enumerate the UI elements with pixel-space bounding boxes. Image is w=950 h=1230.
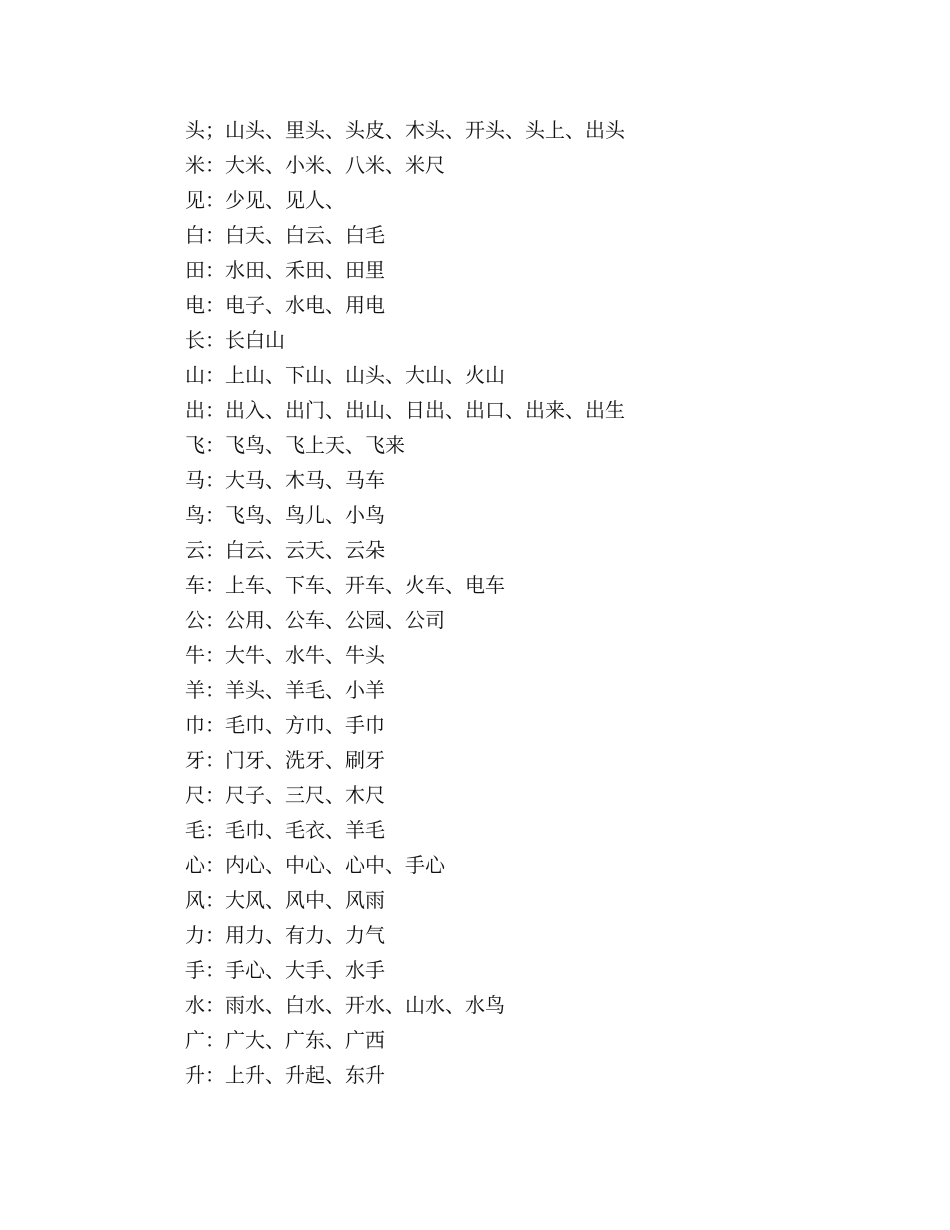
vocab-separator: ： bbox=[205, 993, 225, 1017]
vocab-entry bbox=[185, 288, 625, 323]
vocab-entry bbox=[185, 988, 625, 1023]
vocab-entry bbox=[185, 253, 625, 288]
vocab-char: 见 bbox=[185, 188, 205, 212]
vocab-char: 手 bbox=[185, 958, 205, 982]
vocab-separator: ： bbox=[205, 783, 225, 807]
vocab-separator: ： bbox=[205, 293, 225, 317]
vocab-char: 田 bbox=[185, 258, 205, 282]
vocab-char: 山 bbox=[185, 363, 205, 387]
vocab-separator: ： bbox=[205, 678, 225, 702]
vocab-words: 上升、升起、东升 bbox=[225, 1063, 385, 1087]
vocab-entry bbox=[185, 708, 625, 743]
vocab-char: 羊 bbox=[185, 678, 205, 702]
vocab-separator: ： bbox=[205, 433, 225, 457]
vocab-separator: ： bbox=[205, 923, 225, 947]
vocab-entry bbox=[185, 218, 625, 253]
vocab-separator: ： bbox=[205, 258, 225, 282]
vocab-char: 飞 bbox=[185, 433, 205, 457]
vocab-separator: ： bbox=[205, 643, 225, 667]
vocab-separator: ： bbox=[205, 503, 225, 527]
vocab-char: 长 bbox=[185, 328, 205, 352]
vocab-words: 白天、白云、白毛 bbox=[225, 223, 385, 247]
vocab-char: 米 bbox=[185, 153, 205, 177]
vocab-separator: ： bbox=[205, 398, 225, 422]
vocab-char: 毛 bbox=[185, 818, 205, 842]
vocab-separator: ： bbox=[205, 748, 225, 772]
vocab-entry bbox=[185, 883, 625, 918]
vocab-char: 力 bbox=[185, 923, 205, 947]
vocab-char: 牙 bbox=[185, 748, 205, 772]
vocab-entry bbox=[185, 673, 625, 708]
vocab-char: 尺 bbox=[185, 783, 205, 807]
vocab-separator: ； bbox=[205, 118, 225, 142]
vocab-separator: ： bbox=[205, 888, 225, 912]
vocab-words: 上车、下车、开车、火车、电车 bbox=[225, 573, 505, 597]
vocab-char: 广 bbox=[185, 1028, 205, 1052]
vocab-separator: ： bbox=[205, 328, 225, 352]
vocab-entry bbox=[185, 918, 625, 953]
vocab-words: 毛巾、方巾、手巾 bbox=[225, 713, 385, 737]
vocab-entry bbox=[185, 1023, 625, 1058]
vocab-words: 广大、广东、广西 bbox=[225, 1028, 385, 1052]
vocab-words: 水田、禾田、田里 bbox=[225, 258, 385, 282]
vocab-entry bbox=[185, 603, 625, 638]
vocab-char: 公 bbox=[185, 608, 205, 632]
vocab-char: 鸟 bbox=[185, 503, 205, 527]
vocab-entry bbox=[185, 568, 625, 603]
vocab-separator: ： bbox=[205, 468, 225, 492]
vocab-char: 水 bbox=[185, 993, 205, 1017]
vocab-words: 尺子、三尺、木尺 bbox=[225, 783, 385, 807]
vocab-char: 心 bbox=[185, 853, 205, 877]
vocab-entry bbox=[185, 463, 625, 498]
vocab-char: 云 bbox=[185, 538, 205, 562]
vocab-words: 白云、云天、云朵 bbox=[225, 538, 385, 562]
vocab-words: 内心、中心、心中、手心 bbox=[225, 853, 445, 877]
vocab-words: 大牛、水牛、牛头 bbox=[225, 643, 385, 667]
vocab-words: 长白山 bbox=[225, 328, 285, 352]
vocab-separator: ： bbox=[205, 713, 225, 737]
vocab-char: 牛 bbox=[185, 643, 205, 667]
vocab-words: 公用、公车、公园、公司 bbox=[225, 608, 445, 632]
vocab-words: 毛巾、毛衣、羊毛 bbox=[225, 818, 385, 842]
vocab-entry bbox=[185, 743, 625, 778]
vocab-char: 巾 bbox=[185, 713, 205, 737]
vocab-char: 升 bbox=[185, 1063, 205, 1087]
vocab-char: 马 bbox=[185, 468, 205, 492]
vocab-separator: ： bbox=[205, 1063, 225, 1087]
vocab-words: 用力、有力、力气 bbox=[225, 923, 385, 947]
vocab-entry bbox=[185, 113, 625, 148]
vocab-separator: ： bbox=[205, 958, 225, 982]
vocab-separator: ： bbox=[205, 363, 225, 387]
vocab-words: 大马、木马、马车 bbox=[225, 468, 385, 492]
vocab-entry bbox=[185, 638, 625, 673]
vocab-words: 上山、下山、山头、大山、火山 bbox=[225, 363, 505, 387]
vocab-char: 电 bbox=[185, 293, 205, 317]
vocab-char: 白 bbox=[185, 223, 205, 247]
vocab-entry bbox=[185, 498, 625, 533]
vocabulary-list bbox=[185, 113, 625, 1093]
vocab-entry bbox=[185, 1058, 625, 1093]
vocab-separator: ： bbox=[205, 573, 225, 597]
vocab-entry bbox=[185, 778, 625, 813]
vocab-words: 少见、见人、 bbox=[225, 188, 345, 212]
vocab-words: 飞鸟、鸟儿、小鸟 bbox=[225, 503, 385, 527]
vocab-char: 出 bbox=[185, 398, 205, 422]
vocab-words: 羊头、羊毛、小羊 bbox=[225, 678, 385, 702]
vocab-words: 手心、大手、水手 bbox=[225, 958, 385, 982]
vocab-separator: ： bbox=[205, 538, 225, 562]
vocab-words: 出入、出门、出山、日出、出口、出来、出生 bbox=[225, 398, 625, 422]
vocab-separator: ： bbox=[205, 818, 225, 842]
vocab-entry bbox=[185, 953, 625, 988]
vocab-words: 大风、风中、风雨 bbox=[225, 888, 385, 912]
vocab-words: 雨水、白水、开水、山水、水鸟 bbox=[225, 993, 505, 1017]
vocab-separator: ： bbox=[205, 153, 225, 177]
vocab-separator: ： bbox=[205, 608, 225, 632]
vocab-entry bbox=[185, 533, 625, 568]
vocab-separator: ： bbox=[205, 1028, 225, 1052]
vocab-separator: ： bbox=[205, 853, 225, 877]
vocab-entry bbox=[185, 848, 625, 883]
vocab-entry bbox=[185, 393, 625, 428]
vocab-char: 头 bbox=[185, 118, 205, 142]
vocab-separator: ： bbox=[205, 188, 225, 212]
vocab-entry bbox=[185, 358, 625, 393]
vocab-words: 飞鸟、飞上天、飞来 bbox=[225, 433, 405, 457]
vocab-words: 门牙、洗牙、刷牙 bbox=[225, 748, 385, 772]
vocab-separator: ： bbox=[205, 223, 225, 247]
vocab-words: 山头、里头、头皮、木头、开头、头上、出头 bbox=[225, 118, 625, 142]
vocab-words: 电子、水电、用电 bbox=[225, 293, 385, 317]
vocab-entry bbox=[185, 428, 625, 463]
vocab-entry bbox=[185, 183, 625, 218]
vocab-entry bbox=[185, 148, 625, 183]
vocab-entry bbox=[185, 813, 625, 848]
vocab-words: 大米、小米、八米、米尺 bbox=[225, 153, 445, 177]
vocab-entry bbox=[185, 323, 625, 358]
vocab-char: 风 bbox=[185, 888, 205, 912]
vocab-char: 车 bbox=[185, 573, 205, 597]
